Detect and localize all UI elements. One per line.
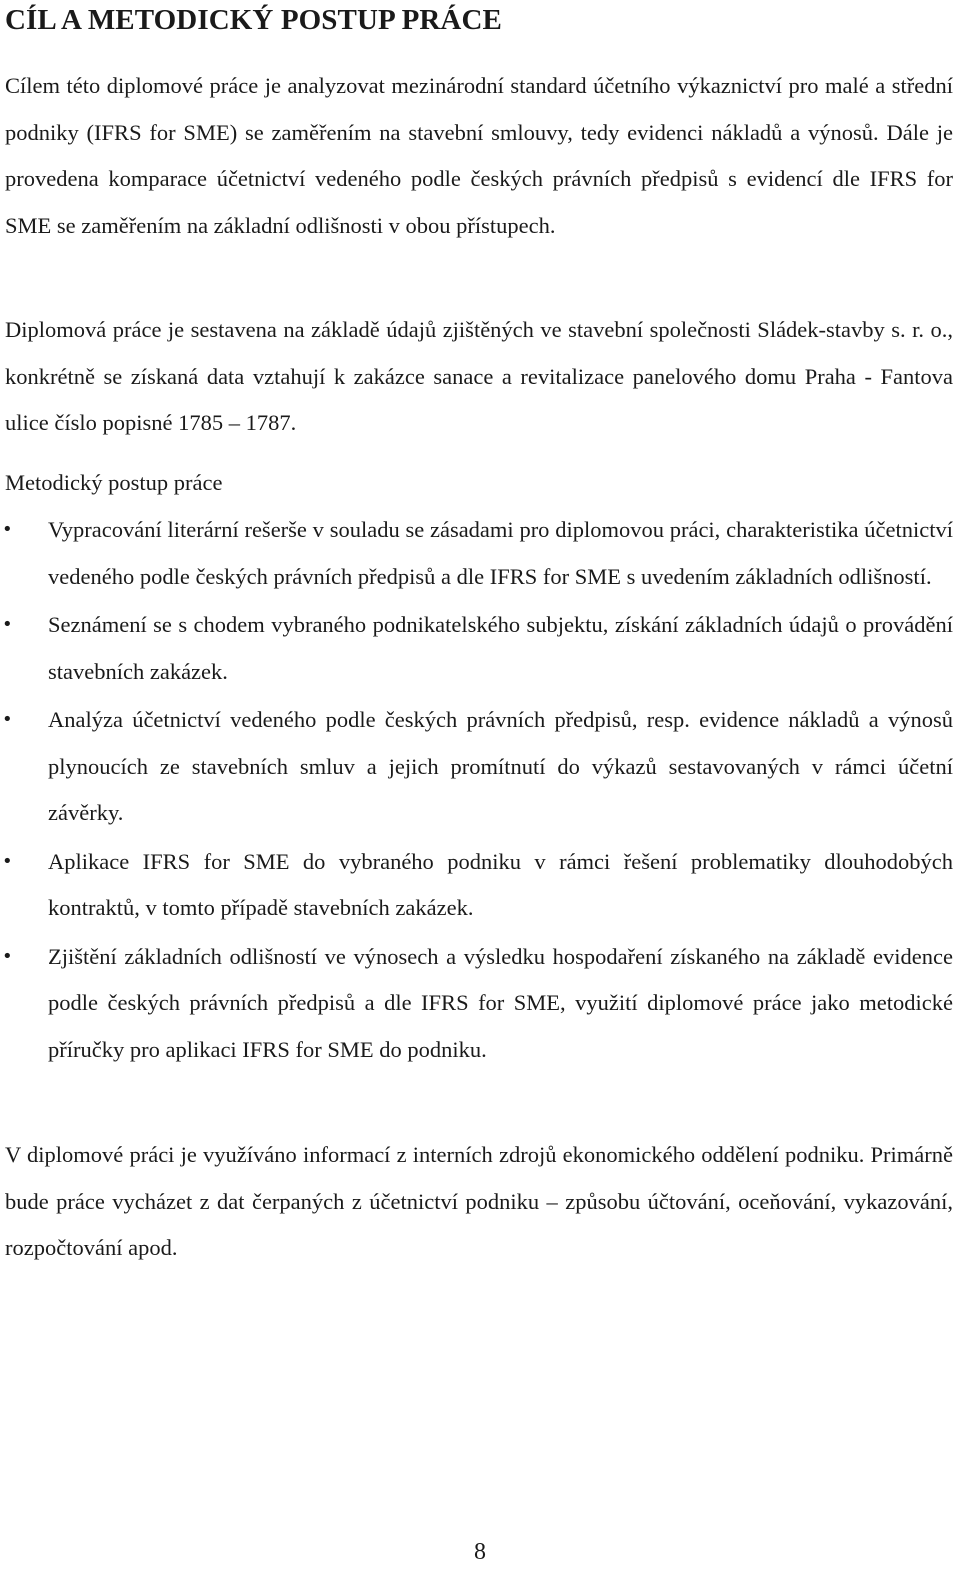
list-item: [0, 934, 953, 1074]
page-number: 8: [474, 1539, 486, 1565]
method-subheading: Metodický postup práce: [5, 470, 223, 495]
list-item: [0, 839, 953, 932]
bullet-icon: •: [2, 519, 13, 540]
list-item-text: Seznámení se s chodem vybraného podnikatelského subjektu, získání základních údajů o provádění stavebních zakázek.: [48, 612, 953, 684]
list-item: [0, 507, 953, 600]
data-source-paragraph: Diplomová práce je sestavena na základě údajů zjištěných ve stavební společnosti Sládek-stavby s. r. o., konkrétně se získaná data vztahují k zakázce sanace a revitalizace panelového domu Praha - Fantova ulice číslo popisné 1785 – 1787.: [5, 317, 953, 435]
goal-paragraph: Cílem této diplomové práce je analyzovat mezinárodní standard účetního výkaznictví pro malé a střední podniky (IFRS for SME) se zaměřením na stavební smlouvy, tedy evidenci nákladů a výnosů. Dále je provedena komparace účetnictví vedeného podle českých právních předpisů s evidencí dle IFRS for SME se zaměřením na základní odlišnosti v obou přístupech.: [5, 73, 953, 238]
section-heading: CÍL A METODICKÝ POSTUP PRÁCE: [5, 4, 502, 36]
list-item: [0, 602, 953, 695]
bullet-icon: •: [2, 945, 13, 967]
list-item-text: Analýza účetnictví vedeného podle českých právních předpisů, resp. evidence nákladů a výnosů plynoucích ze stavebních smluv a jejich promítnutí do výkazů sestavovaných v rámci účetní závěrky.: [48, 707, 953, 825]
sources-paragraph: V diplomové práci je využíváno informací z interních zdrojů ekonomického oddělení podniku. Primárně bude práce vycházet z dat čerpaných z účetnictví podniku – způsobu účtování, oceňování, vykazování, rozpočtování apod.: [5, 1142, 953, 1260]
bullet-icon: •: [2, 614, 13, 635]
list-item-text: Vypracování literární rešerše v souladu se zásadami pro diplomovou práci, charakteristika účetnictví vedeného podle českých právních předpisů a dle IFRS for SME s uvedením základních odlišností.: [48, 517, 953, 589]
bullet-icon: •: [2, 709, 13, 730]
list-item: [0, 697, 953, 837]
method-steps-list: [0, 507, 960, 1075]
list-item-text: Zjištění základních odlišností ve výnosech a výsledku hospodaření získaného na základě evidence podle českých právních předpisů a dle IFRS for SME, využití diplomové práce jako metodické příručky pro aplikaci IFRS for SME do podniku.: [48, 943, 953, 1062]
list-item-text: Aplikace IFRS for SME do vybraného podniku v rámci řešení problematiky dlouhodobých kontraktů, v tomto případě stavebních zakázek.: [48, 848, 953, 920]
bullet-icon: •: [2, 850, 13, 872]
